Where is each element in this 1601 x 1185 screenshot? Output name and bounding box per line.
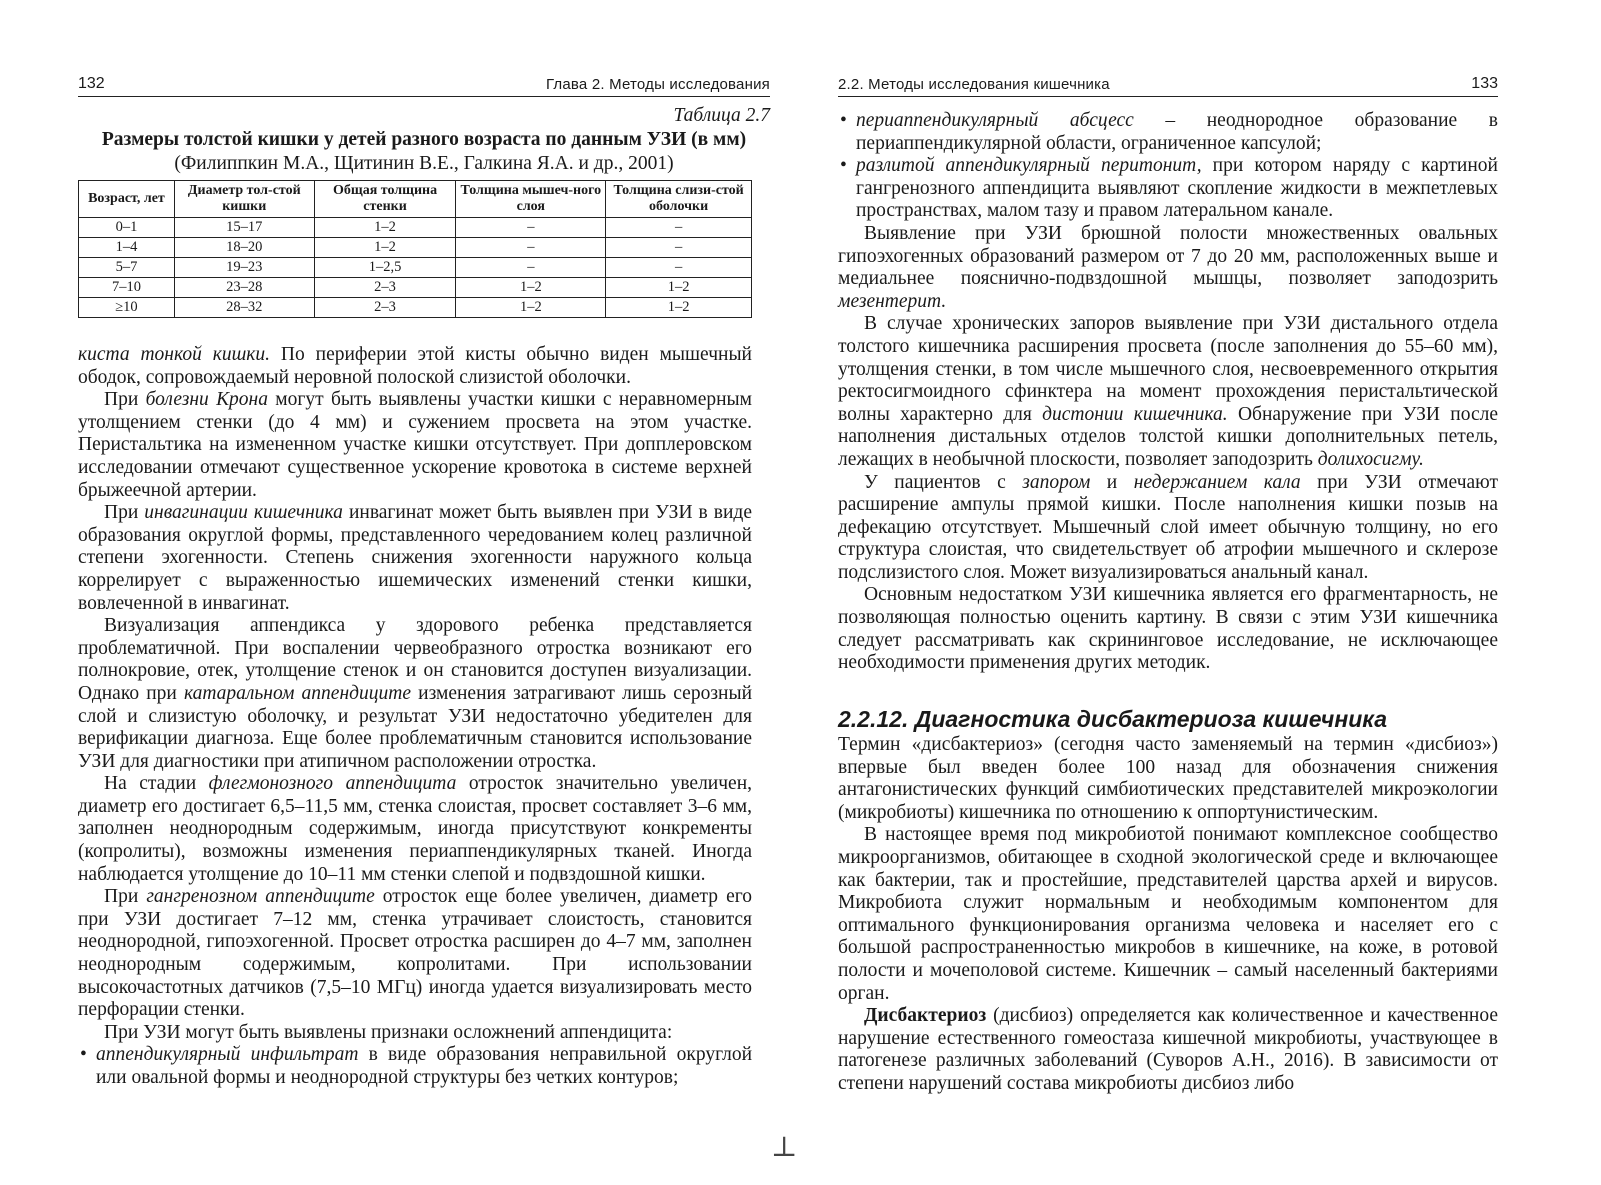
table-cell: –: [456, 258, 606, 278]
text-run: при котором наряду с картиной гангренозного аппендицита выявляют скопление жидкости в межпетлевых пространствах, малом тазу и правом латеральном канале.: [856, 155, 1498, 222]
text-run: инвагинат может быть выявлен при УЗИ в виде образования округлой формы, представленного чередованием колец различной степени эхогенности. Степень снижения эхогенности наружного кольца коррелирует с выраженностью ишемических изменений стенки кишки, вовлеченной в инвагинат.: [78, 502, 752, 614]
table-cell: 1–2: [456, 298, 606, 318]
table-cell: 2–3: [314, 278, 456, 298]
complications-list-cont: [838, 110, 1498, 223]
table-cell: –: [606, 218, 752, 238]
text-run: По периферии этой кисты обычно виден мышечный ободок, сопровождаемый неровной полоской слизистой оболочки.: [78, 344, 752, 388]
text-run: При: [104, 886, 147, 908]
section-heading: 2.2.12. Диагностика дисбактериоза кишечника: [838, 706, 1388, 732]
table-cell: 1–2: [606, 278, 752, 298]
table-cell: 1–2: [606, 298, 752, 318]
text-run: В случае хронических запоров выявление при УЗИ дистального отдела толстого кишечника расширения просвета (после заполнения до 55–60 мм), утолщения стенки, в том числе мышечного слоя, несвоевременного открытия ректосигмоидного сфинктера на момент прохождения перистальтической волны характерно для: [838, 313, 1498, 425]
italic-term: запором: [1022, 471, 1091, 493]
italic-term: аппендикулярный инфильтрат: [96, 1044, 359, 1066]
text-run: При: [104, 389, 146, 411]
paragraph: [78, 389, 752, 502]
table-cell: –: [456, 238, 606, 258]
paragraph: [838, 313, 1498, 471]
table-row: [79, 298, 752, 318]
italic-term: катаральном аппендиците: [183, 682, 411, 704]
italic-term: гангренозном аппендиците: [146, 886, 375, 908]
binding-mark: ⊥: [771, 1132, 798, 1163]
italic-term: инвагинации кишечника: [144, 502, 343, 524]
text-run: и: [1090, 471, 1134, 493]
table-row: [79, 218, 752, 238]
text-run: отросток значительно увеличен, диаметр его достигает 6,5–11,5 мм, стенка слоистая, просвет составляет 3–6 мм, заполнен неоднородным содержимым, иногда присутствуют конкременты (копролиты), возможны изменения периаппендикулярных тканей. Иногда наблюдается утолщение до 10–11 мм стенки слепой и подвздошной кишки.: [78, 773, 753, 885]
table-cell: 19–23: [174, 258, 314, 278]
running-title-right: 2.2. Методы исследования кишечника: [838, 76, 1110, 93]
paragraph: [838, 1005, 1498, 1095]
table-header-cell: Возраст, лет: [79, 181, 175, 218]
italic-term: дистонии кишечника.: [1042, 403, 1228, 425]
page-number-right: 133: [1471, 75, 1498, 92]
table-header-cell: Общая толщина стенки: [314, 181, 456, 218]
italic-term: киста тонкой кишки.: [78, 344, 271, 365]
list-item: [78, 1044, 752, 1089]
table-caption: [78, 104, 770, 176]
italic-term: разлитой аппендикулярный перитонит,: [856, 155, 1202, 177]
paragraph: [78, 773, 752, 886]
right-body-text-top: [838, 110, 1498, 675]
text-run: отросток еще более увеличен, диаметр его при УЗИ достигает 7–12 мм, стенка утрачивает слоистость, становится неоднородной, гипоэхогенной. Просвет отростка расширен до 4–7 мм, заполнен неоднородным содержимым, копролитами. При использовании высокочастотных датчиков (7,5–10 МГц) иногда удается визуализировать место перфорации стенки.: [78, 886, 752, 1021]
table-cell: 1–2: [314, 238, 456, 258]
text-run: при УЗИ отмечают расширение ампулы прямой кишки. После наполнения кишки позыв на дефекацию отсутствует. Мышечный слой имеет обычную толщину, но его структура слоистая, что свидетельствует об атрофии мышечного и склерозе подслизистого слоя. Может визуализироваться анальный канал.: [838, 471, 1498, 583]
table-source: (Филиппкин М.А., Щитинин В.Е., Галкина Я.А. и др., 2001): [174, 153, 674, 174]
table-cell: 1–2: [456, 278, 606, 298]
table-cell: –: [606, 238, 752, 258]
list-item: [838, 110, 1498, 155]
text-run: в виде образования неправильной округлой или овальной формы и неоднородной структуры без четких контуров;: [96, 1044, 752, 1088]
text-run: могут быть выявлены участки кишки с неравномерным утолщением стенки (до 4 мм) и сужением просвета на этом участке. Перистальтика на измененном участке кишки отсутствует. При допплеровском исследовании отмечают существенное ускорение кровотока в системе верхней брыжеечной артерии.: [78, 389, 752, 501]
running-head-left: [78, 74, 770, 97]
paragraph: Основным недостатком УЗИ кишечника является его фрагментарность, не позволяющая полностью оценить картину. В связи с этим УЗИ кишечника следует рассматривать как скрининговое исследование, не исключающее необходимости применения других методик.: [838, 584, 1498, 674]
paragraph: В настоящее время под микробиотой понимают комплексное сообщество микроорганизмов, обитающее в сходной экологической среде и включающее как бактерии, так и простейшие, представителей царства архей и вирусов. Микробиота служит нормальным и необходимым компонентом для оптимального функционирования организма человека и населяет его с большой распространенностью микробов в кишечнике, на коже, в ротовой полости и мочеполовой системе. Кишечник – самый населенный бактериями орган.: [838, 824, 1498, 1004]
paragraph: [78, 886, 752, 1022]
paragraph: [838, 472, 1498, 585]
table-number: Таблица 2.7: [673, 105, 770, 126]
paragraph: [78, 344, 752, 389]
table-cell: 1–4: [79, 238, 175, 258]
text-run: У пациентов с: [864, 471, 1023, 493]
table-row: [79, 278, 752, 298]
table-header-cell: Диаметр тол-стой кишки: [174, 181, 314, 218]
table-row: [79, 258, 752, 278]
italic-term: периаппендикулярный абсцесс: [856, 110, 1134, 131]
text-run: – неоднородное образование в периаппендикулярной области, ограниченное капсулой;: [856, 110, 1498, 154]
table-cell: 23–28: [174, 278, 314, 298]
table-cell: –: [456, 218, 606, 238]
paragraph: [78, 615, 752, 773]
italic-term: болезни Крона: [145, 389, 268, 411]
text-run: Обнаружение при УЗИ после наполнения дистальных отделов толстой кишки дополнительных петель, лежащих в необычной плоскости, позволяет заподозрить: [838, 403, 1498, 470]
table-title: Размеры толстой кишки у детей разного возраста по данным УЗИ (в мм): [101, 129, 747, 150]
italic-term: мезентерит.: [838, 290, 947, 312]
paragraph: При УЗИ могут быть выявлены признаки осложнений аппендицита:: [104, 1021, 673, 1043]
table-cell: 1–2,5: [314, 258, 456, 278]
page-number-left: 132: [78, 75, 105, 92]
table-header-cell: Толщина слизи-стой оболочки: [606, 181, 752, 218]
table-cell: 2–3: [314, 298, 456, 318]
paragraph: [78, 502, 752, 615]
paragraph: Термин «дисбактериоз» (сегодня часто заменяемый на термин «дисбиоз») впервые был введен более 100 назад для обозначения снижения антагонистических функций симбиотических представителей микроэкологии (микробиоты) кишечника по отношению к оппортунистическим.: [838, 734, 1498, 823]
paragraph: [838, 223, 1498, 313]
table-cell: 7–10: [79, 278, 175, 298]
complications-list: [78, 1044, 752, 1089]
table-cell: 1–2: [314, 218, 456, 238]
table-cell: 15–17: [174, 218, 314, 238]
table-cell: –: [606, 258, 752, 278]
running-head-right: [838, 74, 1498, 97]
text-run: (дисбиоз) определяется как количественное и качественное нарушение естественного гомеостаза кишечной микробиоты, участвующее в патогенезе различных заболеваний (Суворов А.Н., 2016). В зависимости от степени нарушений состава микробиоты дисбиоз либо: [838, 1005, 1498, 1094]
table-header-row: [79, 181, 752, 218]
running-title-left: Глава 2. Методы исследования: [545, 76, 770, 93]
italic-term: флегмонозного аппендицита: [208, 773, 457, 795]
table-row: [79, 238, 752, 258]
left-body-text: [78, 344, 752, 1090]
table-cell: 18–20: [174, 238, 314, 258]
italic-term: недержанием кала: [1133, 471, 1301, 493]
text-run: Визуализация аппендикса у здорового ребенка представляется проблематичной. При воспалении червеобразного отростка возникают его полнокровие, отек, утолщение стенок и он становится доступен визуализации. Однако при: [78, 615, 752, 704]
table-cell: ≥10: [79, 298, 175, 318]
bold-term: Дисбактериоз: [864, 1005, 987, 1027]
size-table: [78, 180, 752, 318]
list-item: [838, 155, 1498, 223]
table-cell: 0–1: [79, 218, 175, 238]
right-body-text-bottom: [838, 734, 1498, 1096]
italic-term: долихосигму.: [1317, 448, 1424, 470]
table-cell: 5–7: [79, 258, 175, 278]
text-run: При: [104, 502, 145, 524]
table-cell: 28–32: [174, 298, 314, 318]
text-run: На стадии: [104, 773, 209, 795]
text-run: Выявление при УЗИ брюшной полости множественных овальных гипоэхогенных образований размером от 7 до 20 мм, расположенных выше и медиальнее пояснично-подвздошной мышцы, позволяет заподозрить: [838, 222, 1498, 290]
table-header-cell: Толщина мышеч-ного слоя: [456, 181, 606, 218]
text-run: изменения затрагивают лишь серозный слой и слизистую оболочку, и результат УЗИ недостаточно убедителен для верификации диагноза. Еще более проблематичным становится использование УЗИ для диагностики при атипичном расположении отростка.: [78, 682, 753, 772]
